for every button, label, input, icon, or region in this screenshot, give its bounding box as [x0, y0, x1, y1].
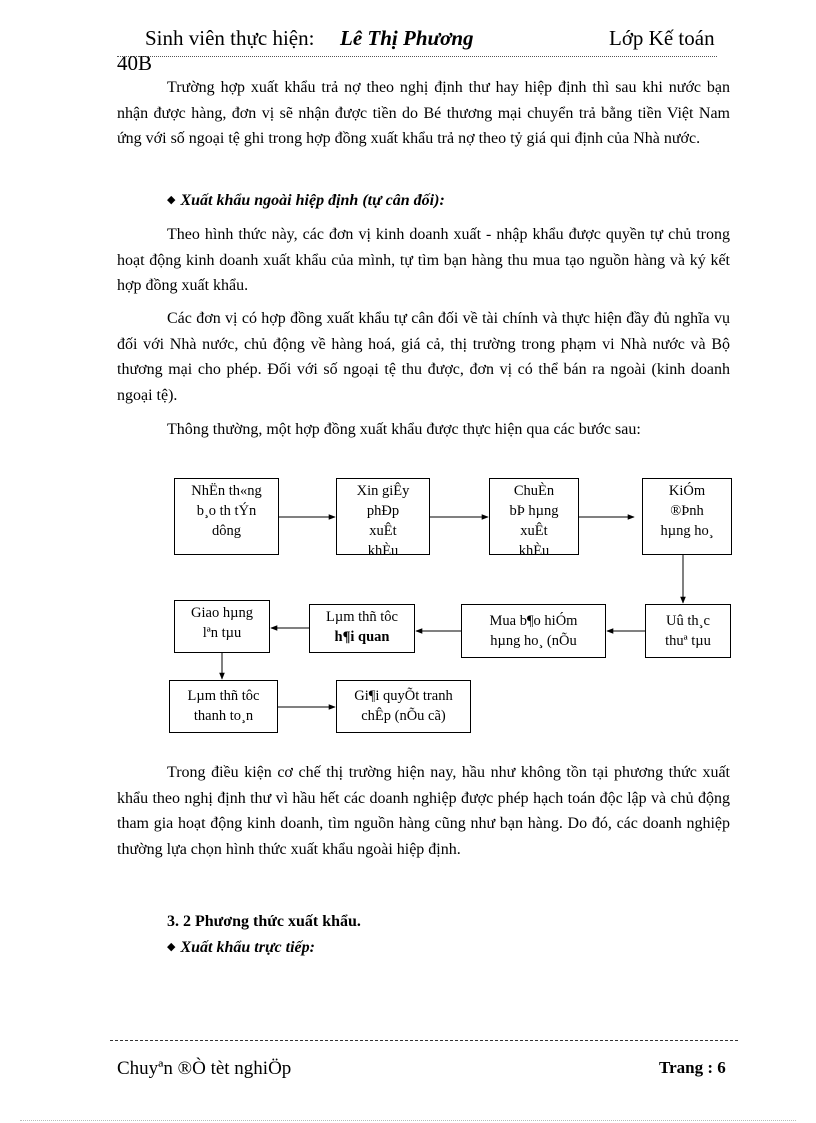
flow-box-buy-insurance: Mua b¶o hiÓm hµng ho¸ (nÕu — [461, 604, 606, 658]
header-class-label: Lớp Kế toán — [609, 26, 715, 50]
heading-outside-agreement-text: Xuất khẩu ngoài hiệp định (tự cân đối): — [180, 192, 445, 209]
section-title-export-methods: 3. 2 Phương thức xuất khẩu. — [167, 913, 361, 930]
bullet-diamond-icon: ◆ — [167, 941, 176, 953]
paragraph-obligations: Các đơn vị có hợp đồng xuất khẩu tự cân đối về tài chính và thực hiện đầy đủ nghĩa vụ đối với Nhà nước, chủ động về hàng hoá, giá cả, thị trường trong phạm vi Nhà nước và Bộ thương mại cho phép. Đối với số ngoại tệ thu được, đơn vị có thể bán ra ngoài (kinh doanh ngoại tệ). — [117, 310, 730, 404]
paragraph-steps-intro: Thông thường, một hợp đồng xuất khẩu được thực hiện qua các bước sau: — [167, 421, 641, 438]
bullet-diamond-icon: ◆ — [167, 194, 176, 206]
footer-thesis-label: Chuyªn ®Ò tèt nghiÖp — [117, 1058, 292, 1079]
paragraph-debt-export: Trường hợp xuất khẩu trả nợ theo nghị định thư hay hiệp định thì sau khi nước bạn nhận được hàng, đơn vị sẽ nhận được tiền do Bé thương mại chuyển trả bằng tiền Việt Nam ứng với số ngoại tệ ghi trong hợp đồng xuất khẩu trả nợ theo tỷ giá qui định của Nhà nước. — [117, 79, 730, 147]
flow-box-inspect-goods: KiÓm ®Þnh hµng ho¸ — [642, 478, 732, 555]
footer-divider — [110, 1040, 738, 1041]
header-student-label: Sinh viên thực hiện: — [145, 26, 315, 50]
flow-box-receive-lc: NhËn th«ng b¸o th tÝn dông — [174, 478, 279, 555]
flow-box-load-ship: Giao hµng lªn tµu — [174, 600, 270, 653]
flow-box-customs: Lµm thñ tôc h¶i quan — [309, 604, 415, 653]
heading-direct-export — [167, 935, 315, 962]
flow-box-payment: Lµm thñ tôc thanh to¸n — [169, 680, 278, 733]
paragraph-current-conditions: Trong điều kiện cơ chế thị trường hiện nay, hầu như không tồn tại phương thức xuất khẩu theo nghị định thư vì hầu hết các doanh nghiệp được phép hạch toán độc lập và chủ động tham gia hoạt động kinh doanh, tìm nguồn hàng cũng như bạn hàng. Do đó, các doanh nghiệp thường lựa chọn hình thức xuất khẩu ngoài hiệp định. — [117, 764, 730, 858]
heading-outside-agreement — [167, 188, 445, 215]
flow-box-hire-ship: Uû th¸c thuª tµu — [645, 604, 731, 658]
paragraph-self-balanced: Theo hình thức này, các đơn vị kinh doanh xuất - nhập khẩu được quyền tự chủ trong hoạt động kinh doanh xuất khẩu của mình, tự tìm bạn hàng thu mua tạo nguồn hàng và ký kết hợp đồng xuất khẩu. — [117, 226, 730, 294]
header-student-name: Lê Thị Phương — [340, 26, 474, 50]
page-edge-dots — [20, 1120, 796, 1121]
flow-box-prepare-goods: ChuÈn bÞ hµng xuÊt khÈu — [489, 478, 579, 555]
page-number: Trang : 6 — [659, 1058, 726, 1077]
header-divider — [117, 56, 717, 57]
heading-direct-export-text: Xuất khẩu trực tiếp: — [180, 939, 315, 956]
flow-box-dispute: Gi¶i quyÕt tranh chÊp (nÕu cã) — [336, 680, 471, 733]
flow-box-export-permit: Xin giÊy phÐp xuÊt khÈu — [336, 478, 430, 555]
header-class-continued: 40B — [117, 51, 153, 75]
